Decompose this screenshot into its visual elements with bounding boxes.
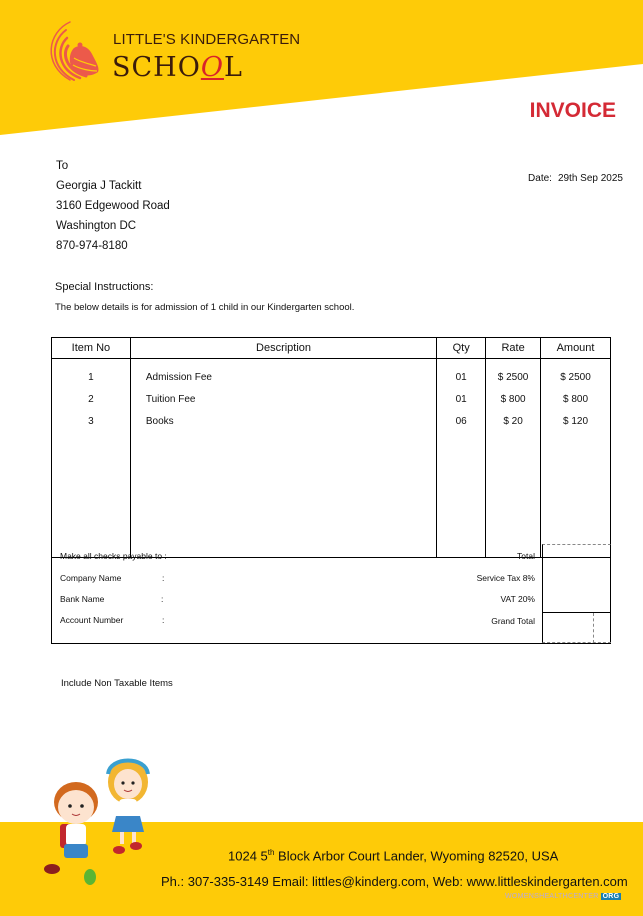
cell-item-no: 1 (52, 359, 131, 389)
table-row (52, 411, 611, 433)
cell-amount: $ 120 (541, 411, 611, 433)
kids-walking-illustration (36, 752, 161, 887)
table-row (52, 359, 611, 389)
brand-school-accent: O (200, 52, 224, 83)
cell-item-no: 2 (52, 389, 131, 411)
invoice-date (528, 173, 623, 184)
header-item-no: Item No (52, 338, 131, 359)
cell-qty: 01 (437, 389, 486, 411)
brand-school-post: L (223, 52, 243, 83)
non-taxable-note: Include Non Taxable Items (61, 678, 173, 689)
watermark-text: WOMENSHEALTHCENTER (505, 893, 599, 900)
brand-name-school (112, 52, 243, 83)
table-row (52, 389, 611, 411)
date-value: 29th Sep 2025 (557, 173, 623, 184)
address-sup: th (267, 848, 275, 857)
bank-name-label: Bank Name (60, 594, 105, 604)
cell-qty: 01 (437, 359, 486, 389)
date-label: Date: (528, 173, 552, 184)
brand-name-top: LITTLE'S KINDERGARTEN (113, 31, 301, 48)
payment-heading: Make all checks payable to : (60, 551, 167, 561)
cell-rate: $ 800 (486, 389, 541, 411)
items-table (51, 337, 611, 558)
table-header-row (52, 338, 611, 359)
footer-address (228, 848, 558, 863)
header-qty: Qty (437, 338, 486, 359)
cell-rate: $ 20 (486, 411, 541, 433)
cell-item-no: 3 (52, 411, 131, 433)
header-description: Description (130, 338, 436, 359)
invoice-title: INVOICE (529, 99, 616, 122)
cell-rate: $ 2500 (486, 359, 541, 389)
watermark (505, 893, 621, 900)
special-instructions-text: The below details is for admission of 1 child in our Kindergarten school. (55, 302, 355, 313)
recipient-name: Georgia J Tackitt (56, 180, 142, 192)
address-pre: 1024 5 (228, 848, 268, 864)
bank-name-colon: : (161, 594, 164, 604)
header-rate: Rate (486, 338, 541, 359)
cell-description: Tuition Fee (130, 389, 436, 411)
address-post: Block Arbor Court Lander, Wyoming 82520, USA (274, 848, 559, 864)
bell-swirl-logo-icon (40, 18, 112, 90)
brand-school-pre: SCHO (112, 52, 201, 83)
account-number-colon: : (162, 615, 165, 625)
company-name-label: Company Name (60, 573, 122, 583)
header-amount: Amount (541, 338, 611, 359)
vat-label: VAT 20% (500, 594, 535, 604)
to-label: To (56, 160, 69, 172)
cell-qty: 06 (437, 411, 486, 433)
table-empty-space (52, 433, 611, 558)
totals-value-box (542, 544, 611, 613)
footer-contact: Ph.: 307-335-3149 Email: littles@kinderg.com, Web: www.littleskindergarten.com (161, 874, 628, 889)
watermark-badge: ORG (602, 893, 620, 900)
recipient-phone: 870-974-8180 (56, 240, 128, 252)
total-label: Total (517, 551, 535, 561)
cell-description: Books (130, 411, 436, 433)
recipient-street: 3160 Edgewood Road (56, 200, 170, 212)
company-name-colon: : (162, 573, 165, 583)
payment-summary-box (51, 544, 611, 644)
special-instructions-title: Special Instructions: (55, 281, 154, 293)
service-tax-label: Service Tax 8% (476, 573, 535, 583)
recipient-city: Washington DC (56, 220, 137, 232)
recipient-block (56, 156, 170, 256)
grand-total-label: Grand Total (491, 616, 535, 626)
cell-amount: $ 800 (541, 389, 611, 411)
cell-description: Admission Fee (130, 359, 436, 389)
account-number-label: Account Number (60, 615, 124, 625)
grand-total-value-box (542, 613, 611, 643)
cell-amount: $ 2500 (541, 359, 611, 389)
